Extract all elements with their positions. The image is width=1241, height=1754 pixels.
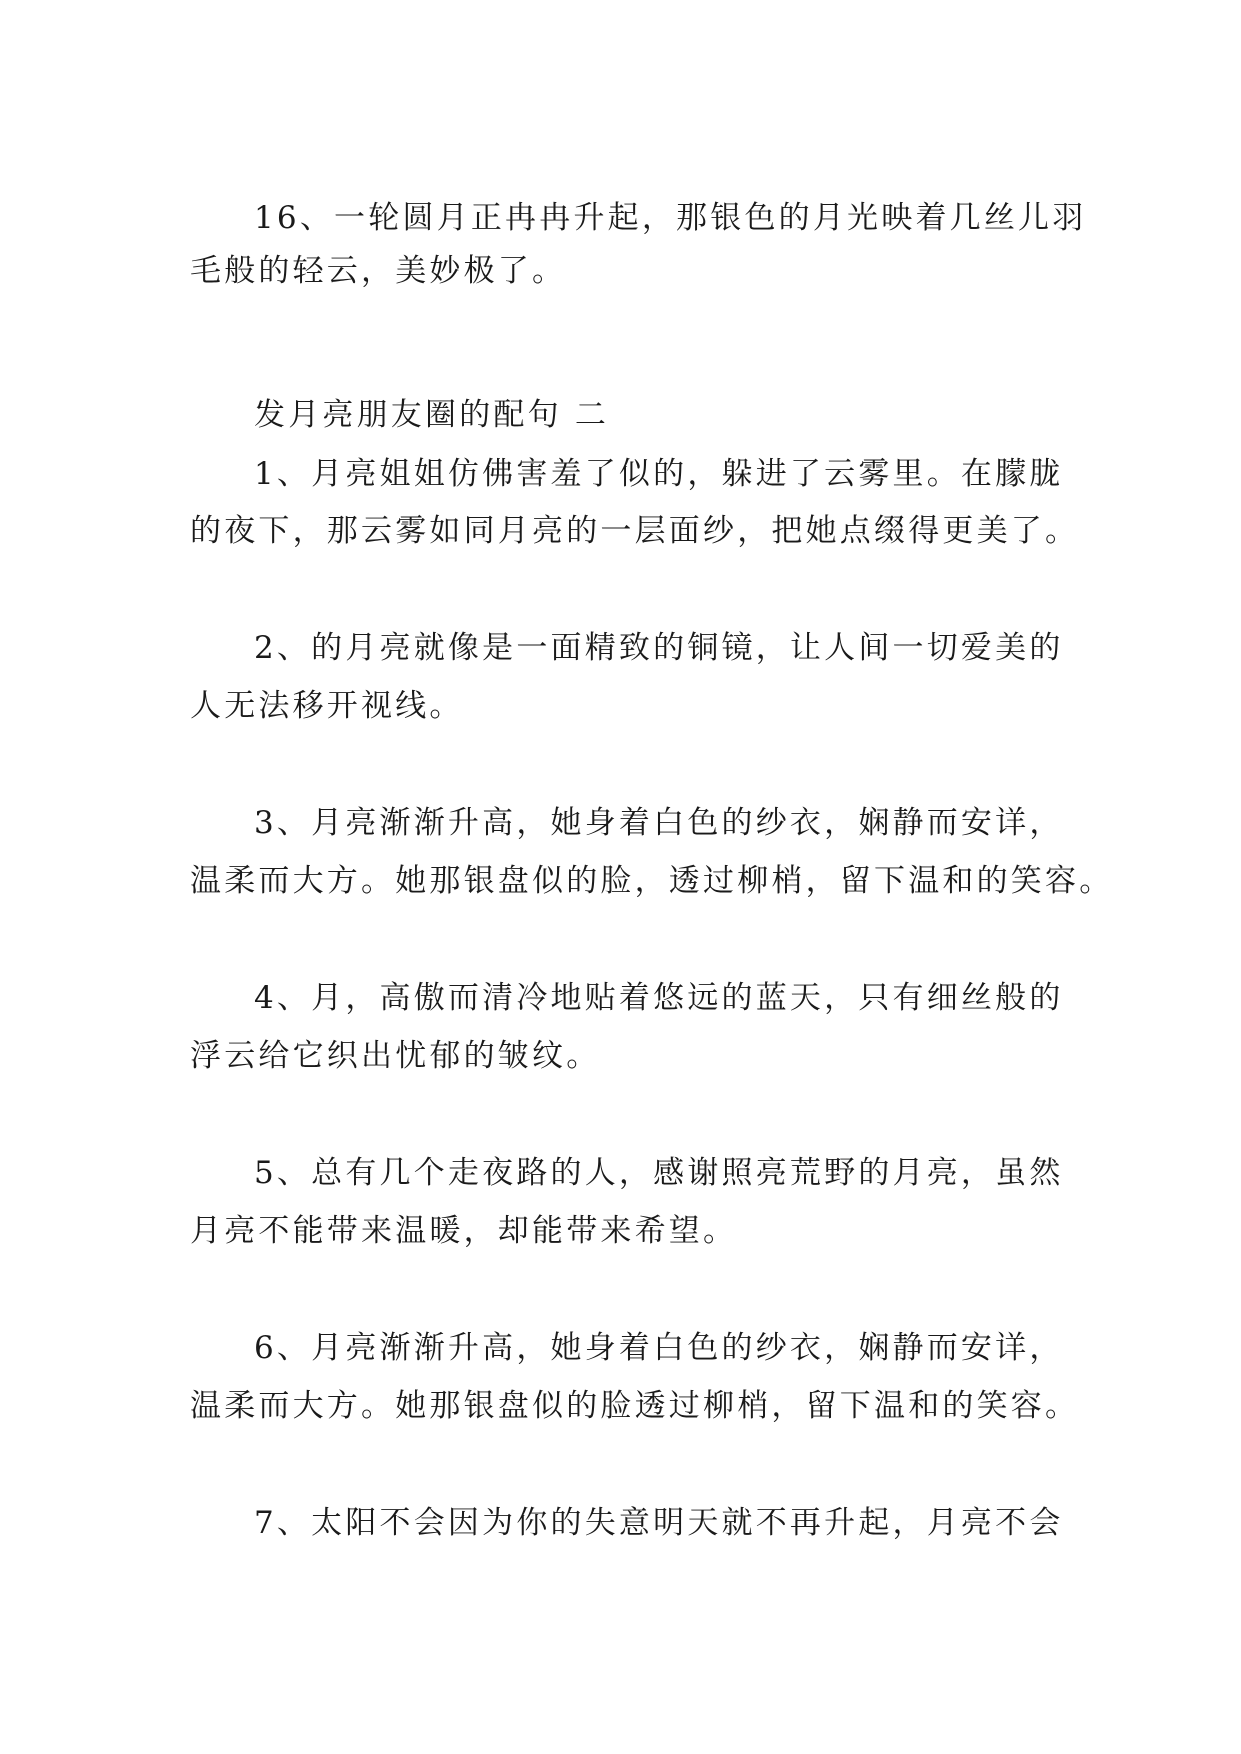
- paragraph-4-line-1: 4、月，高傲而清冷地贴着悠远的蓝天，只有细丝般的: [254, 980, 1064, 1016]
- paragraph-3-line-1: 3、月亮渐渐升高，她身着白色的纱衣，娴静而安详，: [254, 805, 1064, 841]
- paragraph-1-line-2: 的夜下，那云雾如同月亮的一层面纱，把她点缀得更美了。: [190, 513, 1080, 549]
- paragraph-16-line-1: 16、一轮圆月正冉冉升起，那银色的月光映着几丝儿羽: [254, 200, 1087, 236]
- section-heading: 发月亮朋友圈的配句 二: [254, 397, 610, 433]
- paragraph-1-line-1: 1、月亮姐姐仿佛害羞了似的，躲进了云雾里。在朦胧: [254, 456, 1064, 492]
- paragraph-5-line-2: 月亮不能带来温暖，却能带来希望。: [190, 1213, 738, 1249]
- paragraph-6-line-2: 温柔而大方。她那银盘似的脸透过柳梢，留下温和的笑容。: [190, 1388, 1080, 1424]
- paragraph-7-line-1: 7、太阳不会因为你的失意明天就不再升起，月亮不会: [254, 1505, 1064, 1541]
- paragraph-2-line-2: 人无法移开视线。: [190, 688, 464, 724]
- paragraph-3-line-2: 温柔而大方。她那银盘似的脸，透过柳梢，留下温和的笑容。: [190, 863, 1114, 899]
- paragraph-6-line-1: 6、月亮渐渐升高，她身着白色的纱衣，娴静而安详，: [254, 1330, 1064, 1366]
- paragraph-16-line-2: 毛般的轻云，美妙极了。: [190, 253, 567, 289]
- paragraph-5-line-1: 5、总有几个走夜路的人，感谢照亮荒野的月亮，虽然: [254, 1155, 1064, 1191]
- paragraph-4-line-2: 浮云给它织出忧郁的皱纹。: [190, 1038, 601, 1074]
- paragraph-2-line-1: 2、的月亮就像是一面精致的铜镜，让人间一切爱美的: [254, 630, 1064, 666]
